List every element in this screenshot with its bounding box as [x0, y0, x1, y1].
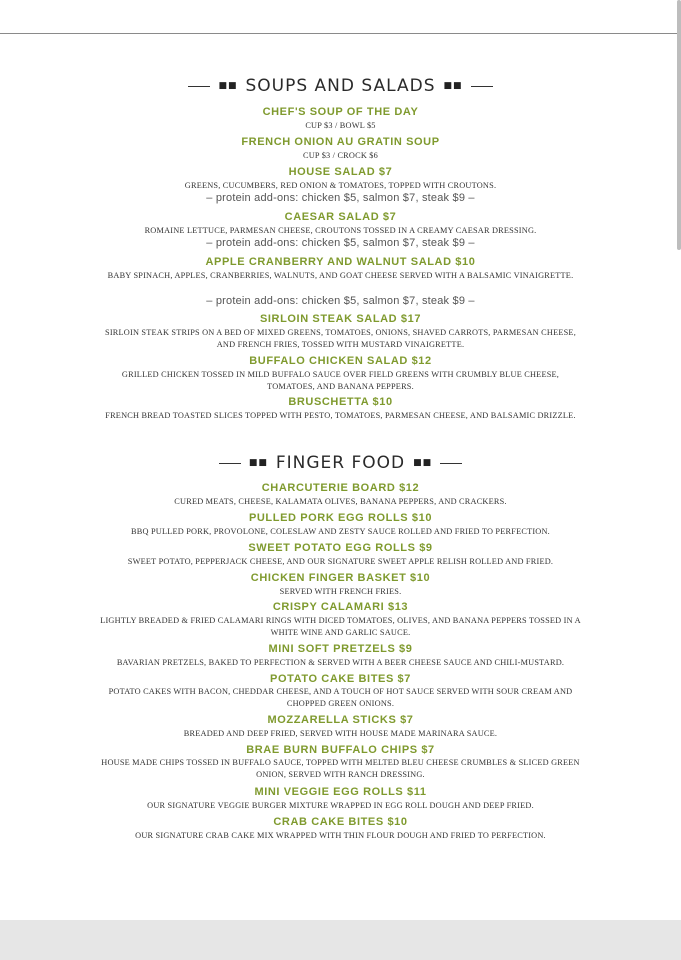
protein-addons: – protein add-ons: chicken $5, salmon $7, steak $9 –: [206, 192, 475, 204]
menu-item-desc: ROMAINE LETTUCE, PARMESAN CHEESE, CROUTONS TOSSED IN A CREAMY CAESAR DRESSING.: [144, 226, 537, 235]
menu-item-name: CHARCUTERIE BOARD $12: [261, 482, 420, 494]
menu-item-desc: FRENCH BREAD TOASTED SLICES TOPPED WITH PESTO, TOMATOES, PARMESAN CHEESE, AND BALSAMIC DRIZZLE.: [105, 411, 576, 420]
menu-item-name: BRAE BURN BUFFALO CHIPS $7: [246, 744, 435, 756]
section-heading-finger-food: [0, 453, 681, 473]
menu-item-name: BUFFALO CHICKEN SALAD $12: [249, 355, 432, 367]
menu-item-desc: HOUSE MADE CHIPS TOSSED IN BUFFALO SAUCE, TOPPED WITH MELTED BLEU CHEESE CRUMBLES & SLICED GREEN ONION, SERVED WITH RANCH DRESSING.: [101, 758, 580, 779]
menu-item-desc: CURED MEATS, CHEESE, KALAMATA OLIVES, BANANA PEPPERS, AND CRACKERS.: [174, 497, 507, 506]
menu-item-desc: SERVED WITH FRENCH FRIES.: [279, 587, 402, 596]
menu-item-name: SIRLOIN STEAK SALAD $17: [259, 313, 422, 325]
heading-rule-right: [471, 86, 493, 87]
heading-dots-right: ■■: [443, 81, 463, 91]
section-title-finger-food: FINGER FOOD: [275, 453, 406, 473]
section-heading-soups-and-salads: [0, 76, 681, 96]
menu-item-desc: LIGHTLY BREADED & FRIED CALAMARI RINGS WITH DICED TOMATOES, OLIVES, AND BANANA PEPPERS TOSSED IN A WHITE WINE AND GARLIC SAUCE.: [100, 616, 581, 637]
menu-item-name: CHICKEN FINGER BASKET $10: [250, 572, 431, 584]
protein-addons: – protein add-ons: chicken $5, salmon $7, steak $9 –: [206, 237, 475, 249]
menu-item-desc: BABY SPINACH, APPLES, CRANBERRIES, WALNUTS, AND GOAT CHEESE SERVED WITH A BALSAMIC VINAIGRETTE.: [107, 271, 574, 280]
top-divider: [0, 33, 681, 34]
bottom-background-band: [0, 920, 681, 960]
menu-item-name: CAESAR SALAD $7: [284, 211, 397, 223]
menu-item-desc: POTATO CAKES WITH BACON, CHEDDAR CHEESE, AND A TOUCH OF HOT SAUCE SERVED WITH SOUR CREAM AND CHOPPED GREEN ONIONS.: [108, 687, 573, 708]
menu-item-desc: SWEET POTATO, PEPPERJACK CHEESE, AND OUR SIGNATURE SWEET APPLE RELISH ROLLED AND FRIED.: [127, 557, 554, 566]
section-title-soups-and-salads: SOUPS AND SALADS: [245, 76, 436, 96]
heading-dots-left: ■■: [248, 458, 268, 468]
menu-item-name: APPLE CRANBERRY AND WALNUT SALAD $10: [205, 256, 476, 268]
menu-item-desc: CUP $3 / CROCK $6: [302, 151, 378, 160]
menu-item-desc: GRILLED CHICKEN TOSSED IN MILD BUFFALO SAUCE OVER FIELD GREENS WITH CRUMBLY BLUE CHEESE, TOMATOES, AND BANANA PEPPERS.: [121, 370, 560, 391]
menu-item-desc: BBQ PULLED PORK, PROVOLONE, COLESLAW AND ZESTY SAUCE ROLLED AND FRIED TO PERFECTION.: [131, 527, 550, 536]
menu-item-name: BRUSCHETTA $10: [288, 396, 393, 408]
menu-item-name: SWEET POTATO EGG ROLLS $9: [248, 542, 433, 554]
menu-item-desc: OUR SIGNATURE CRAB CAKE MIX WRAPPED WITH THIN FLOUR DOUGH AND FRIED TO PERFECTION.: [135, 831, 546, 840]
menu-item-name: MINI VEGGIE EGG ROLLS $11: [254, 786, 427, 798]
heading-dots-right: ■■: [413, 458, 433, 468]
menu-item-desc: BAVARIAN PRETZELS, BAKED TO PERFECTION & SERVED WITH A BEER CHEESE SAUCE AND CHILI-MUSTARD.: [116, 658, 565, 667]
menu-item-desc: OUR SIGNATURE VEGGIE BURGER MIXTURE WRAPPED IN EGG ROLL DOUGH AND DEEP FRIED.: [147, 801, 534, 810]
menu-item-desc: CUP $3 / BOWL $5: [305, 121, 376, 130]
heading-dots-left: ■■: [218, 81, 238, 91]
menu-item-name: CHEF'S SOUP OF THE DAY: [262, 106, 419, 118]
heading-rule-left: [188, 86, 210, 87]
menu-item-name: CRAB CAKE BITES $10: [273, 816, 408, 828]
menu-item-name: POTATO CAKE BITES $7: [270, 673, 411, 685]
menu-item-desc: GREENS, CUCUMBERS, RED ONION & TOMATOES, TOPPED WITH CROUTONS.: [184, 181, 497, 190]
menu-item-name: HOUSE SALAD $7: [288, 166, 393, 178]
menu-item-desc: SIRLOIN STEAK STRIPS ON A BED OF MIXED GREENS, TOMATOES, ONIONS, SHAVED CARROTS, PARMESAN CHEESE, AND FRENCH FRIES, TOSSED WITH MUSTARD VINAIGRETTE.: [105, 328, 576, 349]
heading-rule-right: [440, 463, 462, 464]
menu-item-name: MINI SOFT PRETZELS $9: [268, 643, 413, 655]
menu-item-desc: BREADED AND DEEP FRIED, SERVED WITH HOUSE MADE MARINARA SAUCE.: [183, 729, 498, 738]
heading-rule-left: [219, 463, 241, 464]
protein-addons: – protein add-ons: chicken $5, salmon $7, steak $9 –: [206, 295, 475, 307]
menu-item-name: FRENCH ONION AU GRATIN SOUP: [241, 136, 440, 148]
menu-item-name: PULLED PORK EGG ROLLS $10: [248, 512, 433, 524]
menu-item-name: CRISPY CALAMARI $13: [272, 601, 409, 613]
menu-item-name: MOZZARELLA STICKS $7: [267, 714, 414, 726]
